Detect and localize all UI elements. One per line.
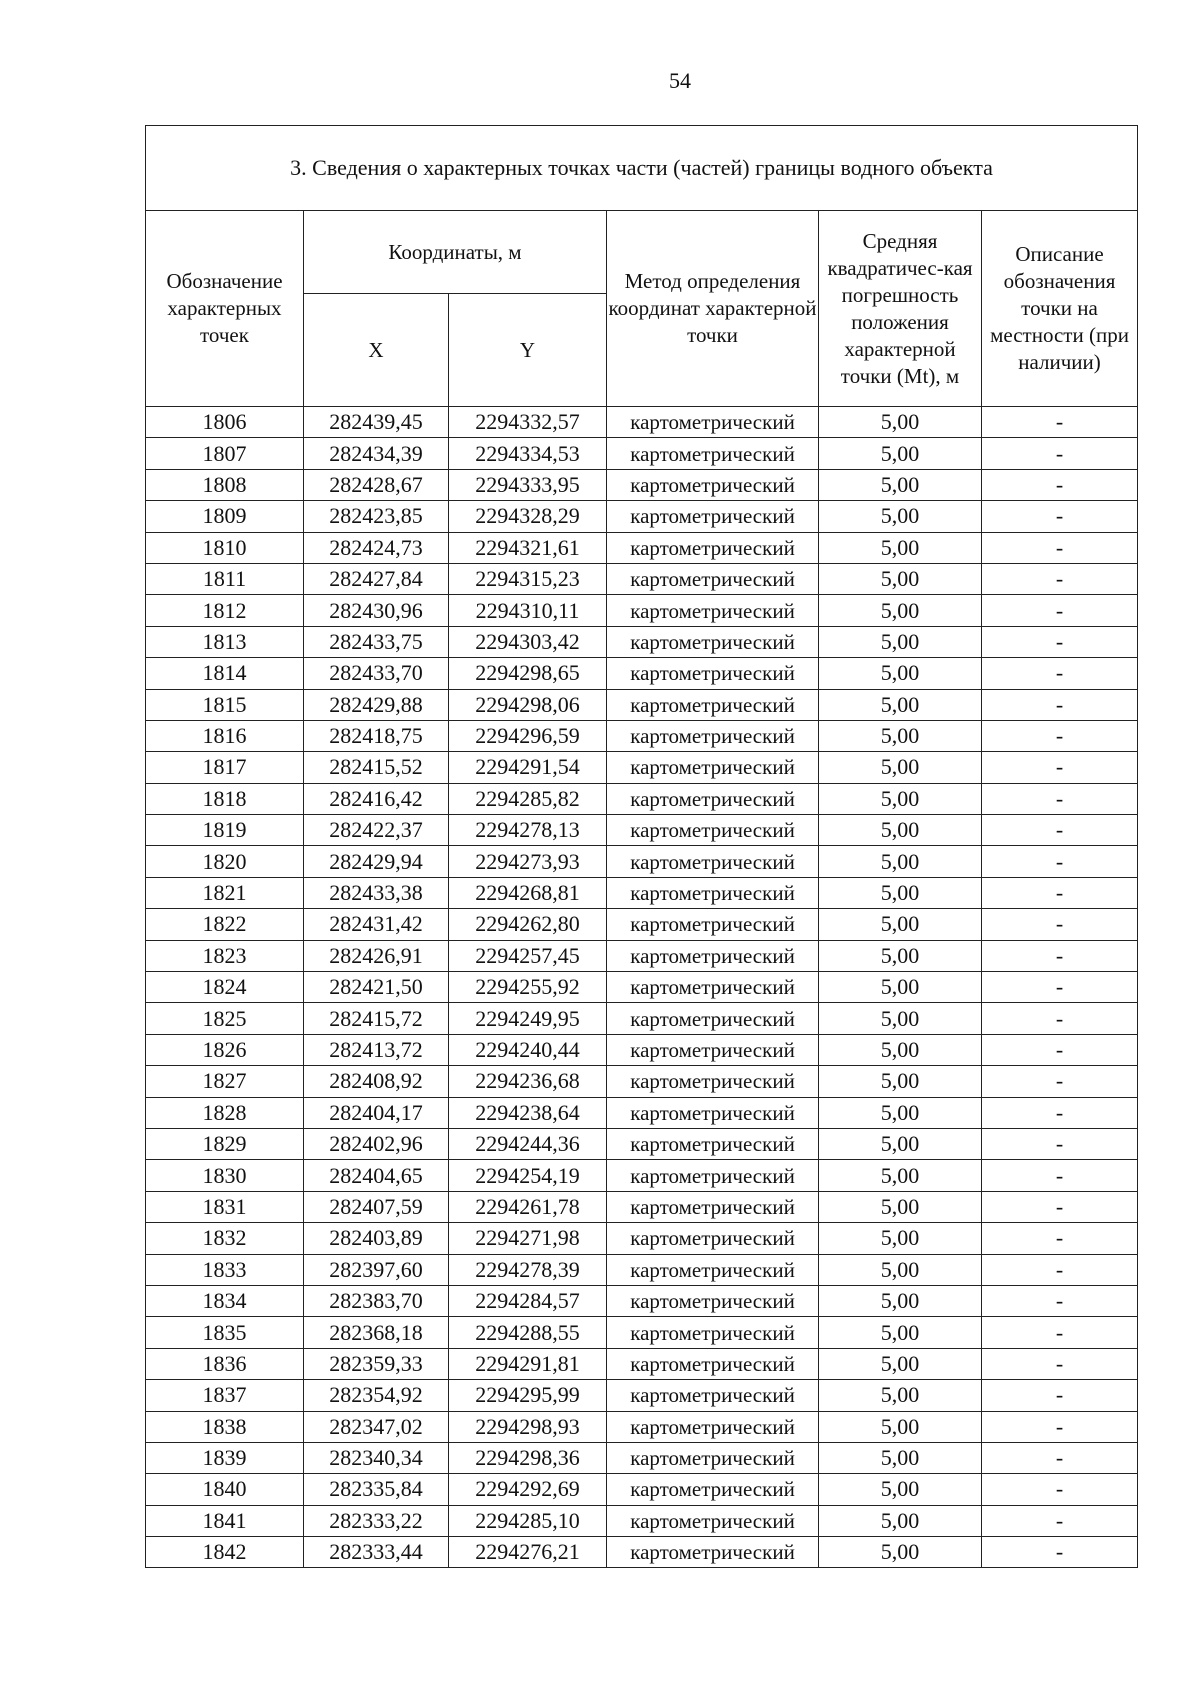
table-row bbox=[146, 438, 1138, 469]
cell-y: 2294273,93 bbox=[449, 846, 607, 877]
table-row bbox=[146, 1066, 1138, 1097]
cell-x: 282403,89 bbox=[304, 1223, 449, 1254]
cell-point: 1822 bbox=[146, 909, 304, 940]
header-description: Описание обозначения точки на местности (при наличии) bbox=[982, 211, 1138, 407]
cell-point: 1838 bbox=[146, 1411, 304, 1442]
cell-description: - bbox=[982, 1254, 1138, 1285]
table-row bbox=[146, 1474, 1138, 1505]
cell-description: - bbox=[982, 1442, 1138, 1473]
cell-point: 1842 bbox=[146, 1537, 304, 1568]
cell-description: - bbox=[982, 658, 1138, 689]
table-row bbox=[146, 877, 1138, 908]
cell-method: картометрический bbox=[607, 815, 819, 846]
cell-x: 282433,38 bbox=[304, 877, 449, 908]
cell-x: 282335,84 bbox=[304, 1474, 449, 1505]
cell-accuracy: 5,00 bbox=[819, 532, 982, 563]
cell-method: картометрический bbox=[607, 563, 819, 594]
cell-description: - bbox=[982, 1097, 1138, 1128]
table-row bbox=[146, 1348, 1138, 1379]
cell-method: картометрический bbox=[607, 407, 819, 438]
cell-accuracy: 5,00 bbox=[819, 752, 982, 783]
cell-accuracy: 5,00 bbox=[819, 1505, 982, 1536]
cell-y: 2294255,92 bbox=[449, 972, 607, 1003]
cell-method: картометрический bbox=[607, 1223, 819, 1254]
header-method: Метод определения координат характерной точки bbox=[607, 211, 819, 407]
cell-x: 282404,17 bbox=[304, 1097, 449, 1128]
cell-accuracy: 5,00 bbox=[819, 501, 982, 532]
cell-x: 282431,42 bbox=[304, 909, 449, 940]
cell-accuracy: 5,00 bbox=[819, 1254, 982, 1285]
cell-y: 2294240,44 bbox=[449, 1034, 607, 1065]
cell-y: 2294315,23 bbox=[449, 563, 607, 594]
cell-method: картометрический bbox=[607, 658, 819, 689]
cell-point: 1830 bbox=[146, 1160, 304, 1191]
cell-description: - bbox=[982, 1505, 1138, 1536]
table-row bbox=[146, 909, 1138, 940]
table-row bbox=[146, 658, 1138, 689]
table-row bbox=[146, 815, 1138, 846]
cell-y: 2294285,82 bbox=[449, 783, 607, 814]
cell-point: 1832 bbox=[146, 1223, 304, 1254]
cell-method: картометрический bbox=[607, 940, 819, 971]
cell-description: - bbox=[982, 1066, 1138, 1097]
cell-accuracy: 5,00 bbox=[819, 1537, 982, 1568]
cell-description: - bbox=[982, 1537, 1138, 1568]
table-row bbox=[146, 1380, 1138, 1411]
cell-y: 2294334,53 bbox=[449, 438, 607, 469]
cell-method: картометрический bbox=[607, 1411, 819, 1442]
cell-x: 282359,33 bbox=[304, 1348, 449, 1379]
cell-y: 2294321,61 bbox=[449, 532, 607, 563]
cell-description: - bbox=[982, 1034, 1138, 1065]
cell-description: - bbox=[982, 1128, 1138, 1159]
table-row bbox=[146, 1003, 1138, 1034]
cell-point: 1837 bbox=[146, 1380, 304, 1411]
cell-x: 282423,85 bbox=[304, 501, 449, 532]
table-body bbox=[146, 407, 1138, 1568]
cell-point: 1806 bbox=[146, 407, 304, 438]
cell-y: 2294238,64 bbox=[449, 1097, 607, 1128]
cell-x: 282416,42 bbox=[304, 783, 449, 814]
page-number: 54 bbox=[669, 68, 691, 93]
table-row bbox=[146, 407, 1138, 438]
cell-description: - bbox=[982, 846, 1138, 877]
cell-description: - bbox=[982, 532, 1138, 563]
cell-method: картометрический bbox=[607, 909, 819, 940]
cell-x: 282347,02 bbox=[304, 1411, 449, 1442]
cell-description: - bbox=[982, 563, 1138, 594]
cell-y: 2294284,57 bbox=[449, 1285, 607, 1316]
cell-y: 2294328,29 bbox=[449, 501, 607, 532]
cell-x: 282426,91 bbox=[304, 940, 449, 971]
cell-y: 2294295,99 bbox=[449, 1380, 607, 1411]
cell-accuracy: 5,00 bbox=[819, 1003, 982, 1034]
cell-accuracy: 5,00 bbox=[819, 1348, 982, 1379]
cell-accuracy: 5,00 bbox=[819, 877, 982, 908]
table-row bbox=[146, 689, 1138, 720]
cell-accuracy: 5,00 bbox=[819, 438, 982, 469]
cell-method: картометрический bbox=[607, 626, 819, 657]
cell-method: картометрический bbox=[607, 469, 819, 500]
cell-method: картометрический bbox=[607, 1317, 819, 1348]
cell-description: - bbox=[982, 407, 1138, 438]
cell-point: 1821 bbox=[146, 877, 304, 908]
cell-description: - bbox=[982, 1317, 1138, 1348]
table-row bbox=[146, 1411, 1138, 1442]
cell-x: 282429,94 bbox=[304, 846, 449, 877]
cell-accuracy: 5,00 bbox=[819, 909, 982, 940]
cell-point: 1836 bbox=[146, 1348, 304, 1379]
cell-point: 1824 bbox=[146, 972, 304, 1003]
cell-y: 2294262,80 bbox=[449, 909, 607, 940]
cell-point: 1813 bbox=[146, 626, 304, 657]
cell-x: 282421,50 bbox=[304, 972, 449, 1003]
cell-point: 1826 bbox=[146, 1034, 304, 1065]
cell-y: 2294285,10 bbox=[449, 1505, 607, 1536]
cell-description: - bbox=[982, 1380, 1138, 1411]
cell-accuracy: 5,00 bbox=[819, 469, 982, 500]
cell-point: 1825 bbox=[146, 1003, 304, 1034]
cell-method: картометрический bbox=[607, 1505, 819, 1536]
cell-point: 1818 bbox=[146, 783, 304, 814]
header-point: Обозначение характерных точек bbox=[146, 211, 304, 407]
cell-x: 282408,92 bbox=[304, 1066, 449, 1097]
table-row bbox=[146, 501, 1138, 532]
cell-method: картометрический bbox=[607, 689, 819, 720]
cell-accuracy: 5,00 bbox=[819, 783, 982, 814]
cell-point: 1841 bbox=[146, 1505, 304, 1536]
cell-y: 2294249,95 bbox=[449, 1003, 607, 1034]
cell-x: 282333,44 bbox=[304, 1537, 449, 1568]
cell-accuracy: 5,00 bbox=[819, 563, 982, 594]
cell-point: 1814 bbox=[146, 658, 304, 689]
cell-description: - bbox=[982, 1160, 1138, 1191]
table-row bbox=[146, 469, 1138, 500]
header-accuracy: Средняя квадратичес-кая погрешность положения характерной точки (Mt), м bbox=[819, 211, 982, 407]
cell-point: 1823 bbox=[146, 940, 304, 971]
cell-accuracy: 5,00 bbox=[819, 1317, 982, 1348]
cell-point: 1834 bbox=[146, 1285, 304, 1316]
cell-description: - bbox=[982, 501, 1138, 532]
cell-x: 282368,18 bbox=[304, 1317, 449, 1348]
table-row bbox=[146, 940, 1138, 971]
cell-x: 282333,22 bbox=[304, 1505, 449, 1536]
cell-y: 2294254,19 bbox=[449, 1160, 607, 1191]
table-row bbox=[146, 1254, 1138, 1285]
cell-y: 2294298,65 bbox=[449, 658, 607, 689]
table-row bbox=[146, 563, 1138, 594]
cell-description: - bbox=[982, 1003, 1138, 1034]
cell-accuracy: 5,00 bbox=[819, 1034, 982, 1065]
cell-description: - bbox=[982, 689, 1138, 720]
cell-method: картометрический bbox=[607, 1380, 819, 1411]
cell-y: 2294278,39 bbox=[449, 1254, 607, 1285]
cell-x: 282404,65 bbox=[304, 1160, 449, 1191]
cell-method: картометрический bbox=[607, 1474, 819, 1505]
cell-accuracy: 5,00 bbox=[819, 626, 982, 657]
cell-description: - bbox=[982, 815, 1138, 846]
cell-point: 1840 bbox=[146, 1474, 304, 1505]
table-header bbox=[146, 126, 1138, 407]
cell-method: картометрический bbox=[607, 1097, 819, 1128]
header-y: Y bbox=[449, 294, 607, 407]
cell-y: 2294291,81 bbox=[449, 1348, 607, 1379]
boundary-points-table bbox=[145, 125, 1138, 1568]
cell-description: - bbox=[982, 940, 1138, 971]
cell-point: 1808 bbox=[146, 469, 304, 500]
section-title: 3. Сведения о характерных точках части (частей) границы водного объекта bbox=[146, 126, 1138, 211]
cell-accuracy: 5,00 bbox=[819, 1128, 982, 1159]
cell-point: 1817 bbox=[146, 752, 304, 783]
cell-method: картометрический bbox=[607, 532, 819, 563]
cell-y: 2294244,36 bbox=[449, 1128, 607, 1159]
cell-accuracy: 5,00 bbox=[819, 689, 982, 720]
cell-method: картометрический bbox=[607, 1003, 819, 1034]
cell-accuracy: 5,00 bbox=[819, 1442, 982, 1473]
cell-y: 2294303,42 bbox=[449, 626, 607, 657]
table-row bbox=[146, 1285, 1138, 1316]
cell-point: 1812 bbox=[146, 595, 304, 626]
table-row bbox=[146, 1160, 1138, 1191]
cell-accuracy: 5,00 bbox=[819, 1097, 982, 1128]
cell-point: 1835 bbox=[146, 1317, 304, 1348]
cell-accuracy: 5,00 bbox=[819, 815, 982, 846]
cell-accuracy: 5,00 bbox=[819, 1160, 982, 1191]
cell-method: картометрический bbox=[607, 1348, 819, 1379]
cell-point: 1811 bbox=[146, 563, 304, 594]
cell-x: 282354,92 bbox=[304, 1380, 449, 1411]
cell-description: - bbox=[982, 877, 1138, 908]
cell-x: 282383,70 bbox=[304, 1285, 449, 1316]
cell-point: 1827 bbox=[146, 1066, 304, 1097]
cell-point: 1819 bbox=[146, 815, 304, 846]
cell-method: картометрический bbox=[607, 1066, 819, 1097]
cell-description: - bbox=[982, 752, 1138, 783]
table-row bbox=[146, 1505, 1138, 1536]
table-row bbox=[146, 972, 1138, 1003]
cell-y: 2294298,06 bbox=[449, 689, 607, 720]
cell-x: 282439,45 bbox=[304, 407, 449, 438]
cell-y: 2294310,11 bbox=[449, 595, 607, 626]
cell-method: картометрический bbox=[607, 972, 819, 1003]
cell-accuracy: 5,00 bbox=[819, 658, 982, 689]
cell-description: - bbox=[982, 626, 1138, 657]
cell-x: 282418,75 bbox=[304, 720, 449, 751]
cell-x: 282430,96 bbox=[304, 595, 449, 626]
cell-point: 1816 bbox=[146, 720, 304, 751]
table-row bbox=[146, 1034, 1138, 1065]
cell-x: 282415,72 bbox=[304, 1003, 449, 1034]
cell-description: - bbox=[982, 783, 1138, 814]
cell-method: картометрический bbox=[607, 1160, 819, 1191]
cell-y: 2294292,69 bbox=[449, 1474, 607, 1505]
cell-description: - bbox=[982, 1285, 1138, 1316]
cell-method: картометрический bbox=[607, 1128, 819, 1159]
cell-accuracy: 5,00 bbox=[819, 595, 982, 626]
cell-accuracy: 5,00 bbox=[819, 407, 982, 438]
cell-accuracy: 5,00 bbox=[819, 846, 982, 877]
cell-accuracy: 5,00 bbox=[819, 940, 982, 971]
cell-description: - bbox=[982, 469, 1138, 500]
cell-description: - bbox=[982, 595, 1138, 626]
cell-y: 2294276,21 bbox=[449, 1537, 607, 1568]
cell-x: 282427,84 bbox=[304, 563, 449, 594]
cell-y: 2294261,78 bbox=[449, 1191, 607, 1222]
cell-accuracy: 5,00 bbox=[819, 1474, 982, 1505]
cell-y: 2294333,95 bbox=[449, 469, 607, 500]
cell-x: 282428,67 bbox=[304, 469, 449, 500]
table-row bbox=[146, 1442, 1138, 1473]
cell-method: картометрический bbox=[607, 1254, 819, 1285]
cell-method: картометрический bbox=[607, 1191, 819, 1222]
cell-method: картометрический bbox=[607, 438, 819, 469]
cell-description: - bbox=[982, 720, 1138, 751]
cell-description: - bbox=[982, 1191, 1138, 1222]
cell-point: 1810 bbox=[146, 532, 304, 563]
cell-method: картометрический bbox=[607, 1442, 819, 1473]
table-row bbox=[146, 720, 1138, 751]
table-row bbox=[146, 783, 1138, 814]
cell-accuracy: 5,00 bbox=[819, 1411, 982, 1442]
cell-x: 282415,52 bbox=[304, 752, 449, 783]
cell-y: 2294271,98 bbox=[449, 1223, 607, 1254]
table-row bbox=[146, 1097, 1138, 1128]
cell-point: 1809 bbox=[146, 501, 304, 532]
cell-description: - bbox=[982, 972, 1138, 1003]
cell-x: 282402,96 bbox=[304, 1128, 449, 1159]
cell-description: - bbox=[982, 438, 1138, 469]
table-row bbox=[146, 1317, 1138, 1348]
cell-y: 2294236,68 bbox=[449, 1066, 607, 1097]
cell-accuracy: 5,00 bbox=[819, 1285, 982, 1316]
cell-accuracy: 5,00 bbox=[819, 972, 982, 1003]
cell-y: 2294332,57 bbox=[449, 407, 607, 438]
cell-point: 1833 bbox=[146, 1254, 304, 1285]
table-row bbox=[146, 626, 1138, 657]
cell-method: картометрический bbox=[607, 1285, 819, 1316]
cell-accuracy: 5,00 bbox=[819, 1066, 982, 1097]
table-row bbox=[146, 1223, 1138, 1254]
cell-x: 282422,37 bbox=[304, 815, 449, 846]
cell-x: 282434,39 bbox=[304, 438, 449, 469]
cell-accuracy: 5,00 bbox=[819, 1380, 982, 1411]
cell-y: 2294291,54 bbox=[449, 752, 607, 783]
cell-method: картометрический bbox=[607, 877, 819, 908]
cell-y: 2294288,55 bbox=[449, 1317, 607, 1348]
cell-x: 282397,60 bbox=[304, 1254, 449, 1285]
table-row bbox=[146, 1128, 1138, 1159]
cell-point: 1828 bbox=[146, 1097, 304, 1128]
cell-y: 2294296,59 bbox=[449, 720, 607, 751]
cell-x: 282413,72 bbox=[304, 1034, 449, 1065]
cell-accuracy: 5,00 bbox=[819, 1191, 982, 1222]
table-row bbox=[146, 752, 1138, 783]
cell-point: 1820 bbox=[146, 846, 304, 877]
cell-method: картометрический bbox=[607, 752, 819, 783]
cell-description: - bbox=[982, 1474, 1138, 1505]
cell-point: 1815 bbox=[146, 689, 304, 720]
table-row bbox=[146, 1537, 1138, 1568]
cell-x: 282429,88 bbox=[304, 689, 449, 720]
cell-y: 2294298,93 bbox=[449, 1411, 607, 1442]
cell-x: 282433,70 bbox=[304, 658, 449, 689]
cell-description: - bbox=[982, 909, 1138, 940]
cell-x: 282340,34 bbox=[304, 1442, 449, 1473]
cell-point: 1807 bbox=[146, 438, 304, 469]
cell-method: картометрический bbox=[607, 720, 819, 751]
cell-method: картометрический bbox=[607, 1537, 819, 1568]
cell-x: 282433,75 bbox=[304, 626, 449, 657]
cell-description: - bbox=[982, 1223, 1138, 1254]
cell-method: картометрический bbox=[607, 1034, 819, 1065]
cell-x: 282407,59 bbox=[304, 1191, 449, 1222]
cell-point: 1839 bbox=[146, 1442, 304, 1473]
cell-y: 2294298,36 bbox=[449, 1442, 607, 1473]
cell-y: 2294257,45 bbox=[449, 940, 607, 971]
table-row bbox=[146, 595, 1138, 626]
header-x: X bbox=[304, 294, 449, 407]
cell-method: картометрический bbox=[607, 783, 819, 814]
cell-point: 1829 bbox=[146, 1128, 304, 1159]
table-row bbox=[146, 532, 1138, 563]
table-row bbox=[146, 846, 1138, 877]
cell-method: картометрический bbox=[607, 501, 819, 532]
header-coords: Координаты, м bbox=[304, 211, 607, 294]
cell-y: 2294278,13 bbox=[449, 815, 607, 846]
cell-point: 1831 bbox=[146, 1191, 304, 1222]
cell-y: 2294268,81 bbox=[449, 877, 607, 908]
table-row bbox=[146, 1191, 1138, 1222]
cell-description: - bbox=[982, 1348, 1138, 1379]
cell-accuracy: 5,00 bbox=[819, 720, 982, 751]
cell-method: картометрический bbox=[607, 595, 819, 626]
cell-x: 282424,73 bbox=[304, 532, 449, 563]
cell-description: - bbox=[982, 1411, 1138, 1442]
cell-accuracy: 5,00 bbox=[819, 1223, 982, 1254]
cell-method: картометрический bbox=[607, 846, 819, 877]
